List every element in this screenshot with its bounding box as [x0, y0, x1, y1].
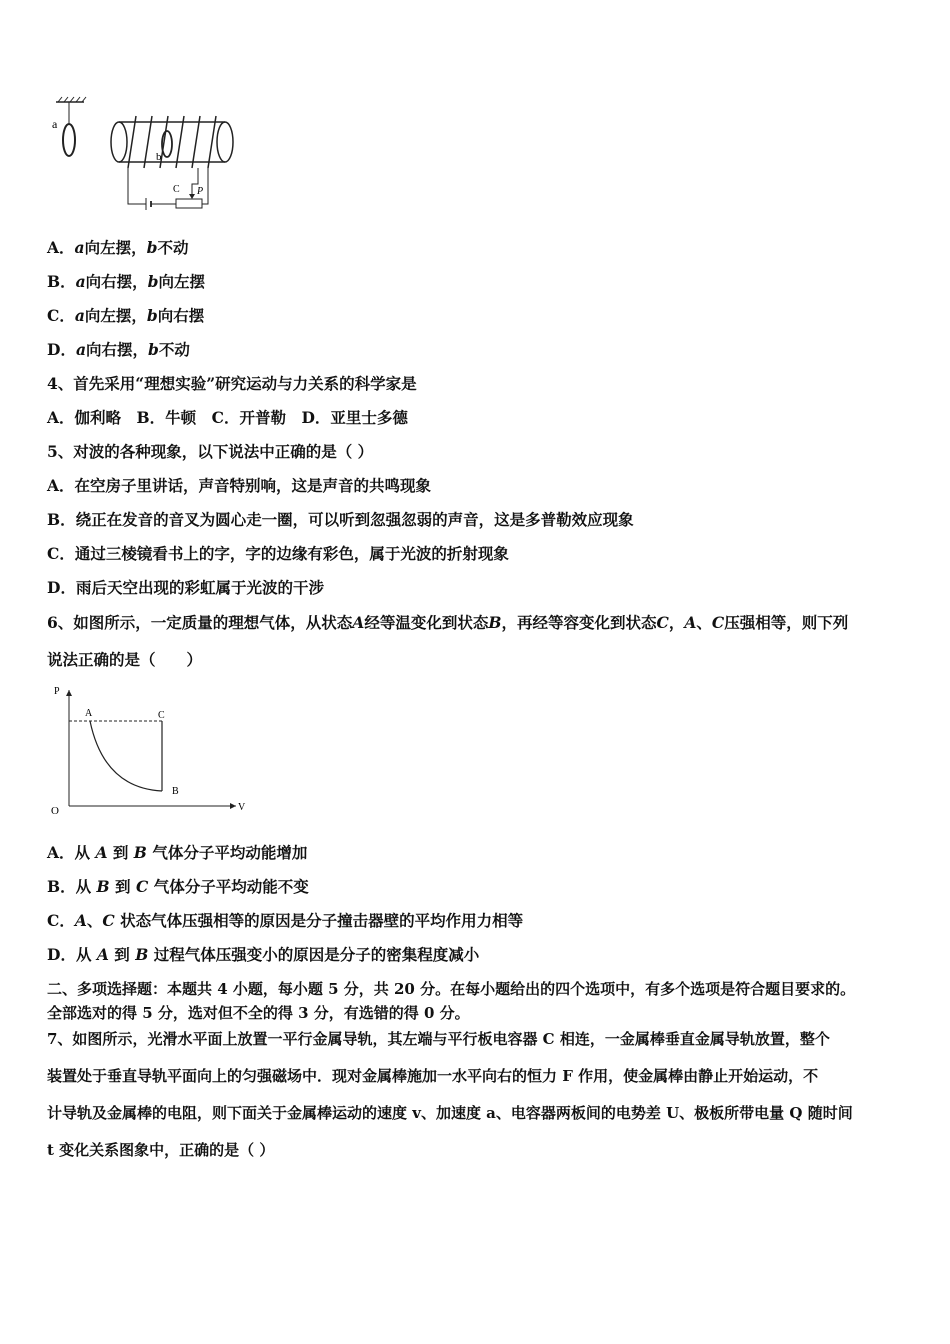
- rheostat-c-label: C: [173, 184, 180, 195]
- q5-stem: 5、对波的各种现象，以下说法中正确的是（ ）: [47, 442, 374, 461]
- section2-heading-line1: 二、多项选择题：本题共 4 小题，每小题 5 分，共 20 分。在每小题给出的四个选项中，有多个选项是符合题目要求的。: [47, 980, 856, 998]
- solenoid-circuit-figure: [48, 96, 248, 216]
- q3-option-c: C．a向左摆，b向右摆: [47, 306, 205, 325]
- q6-stem: 6、如图所示，一定质量的理想气体，从状态A经等温变化到状态B，再经等容变化到状态C，A、C压强相等，则下列: [47, 613, 849, 632]
- q4-options: A．伽利略 B．牛顿 C．开普勒 D．亚里士多德: [47, 408, 408, 427]
- q3-option-b: B．a向右摆，b向左摆: [47, 272, 206, 291]
- q5-option-d: D．雨后天空出现的彩虹属于光波的干涉: [47, 578, 324, 597]
- q3-option-a: A．a向左摆，b不动: [47, 238, 189, 257]
- q7-line-4: t 变化关系图象中，正确的是（ ）: [47, 1141, 275, 1159]
- q6-option-a: A．从 A 到 B 气体分子平均动能增加: [47, 843, 308, 862]
- section2-heading-line2: 全部选对的得 5 分，选对但不全的得 3 分，有选错的得 0 分。: [47, 1004, 470, 1022]
- q5-option-c: C．通过三棱镜看书上的字，字的边缘有彩色，属于光波的折射现象: [47, 544, 509, 563]
- pv-graph-figure: [44, 680, 254, 820]
- ring-b-label: b: [156, 151, 162, 163]
- ring-a-label: a: [52, 117, 58, 131]
- state-b-label: B: [172, 786, 179, 797]
- v-axis-label: V: [238, 802, 246, 813]
- isotherm-ab: [90, 721, 162, 791]
- state-a-label: A: [85, 708, 93, 719]
- q5-option-a: A．在空房子里讲话，声音特别响，这是声音的共鸣现象: [47, 476, 432, 495]
- q7-line-2: 装置处于垂直导轨平面向上的匀强磁场中．现对金属棒施加一水平向右的恒力 F 作用，使金属棒由静止开始运动，不: [47, 1067, 819, 1085]
- q6-stem-line2: 说法正确的是（ ）: [47, 650, 203, 669]
- q4-stem: 4、首先采用“理想实验”研究运动与力关系的科学家是: [47, 374, 417, 393]
- q3-option-d: D．a向右摆，b不动: [47, 340, 190, 359]
- slider-p-label: P: [197, 186, 204, 197]
- origin-label: O: [51, 805, 59, 817]
- p-axis-label: P: [54, 686, 60, 697]
- state-c-label: C: [158, 710, 165, 721]
- q7-line-1: 7、如图所示，光滑水平面上放置一平行金属导轨，其左端与平行板电容器 C 相连，一金属棒垂直金属导轨放置，整个: [47, 1030, 830, 1048]
- q5-option-b: B．绕正在发音的音叉为圆心走一圈，可以听到忽强忽弱的声音，这是多普勒效应现象: [47, 510, 634, 529]
- q6-option-b: B．从 B 到 C 气体分子平均动能不变: [47, 877, 309, 896]
- q6-option-c: C．A、C 状态气体压强相等的原因是分子撞击器壁的平均作用力相等: [47, 911, 524, 930]
- q7-line-3: 计导轨及金属棒的电阻，则下面关于金属棒运动的速度 v、加速度 a、电容器两板间的电势差 U、极板所带电量 Q 随时间: [47, 1104, 853, 1122]
- q6-option-d: D．从 A 到 B 过程气体压强变小的原因是分子的密集程度减小: [47, 945, 480, 964]
